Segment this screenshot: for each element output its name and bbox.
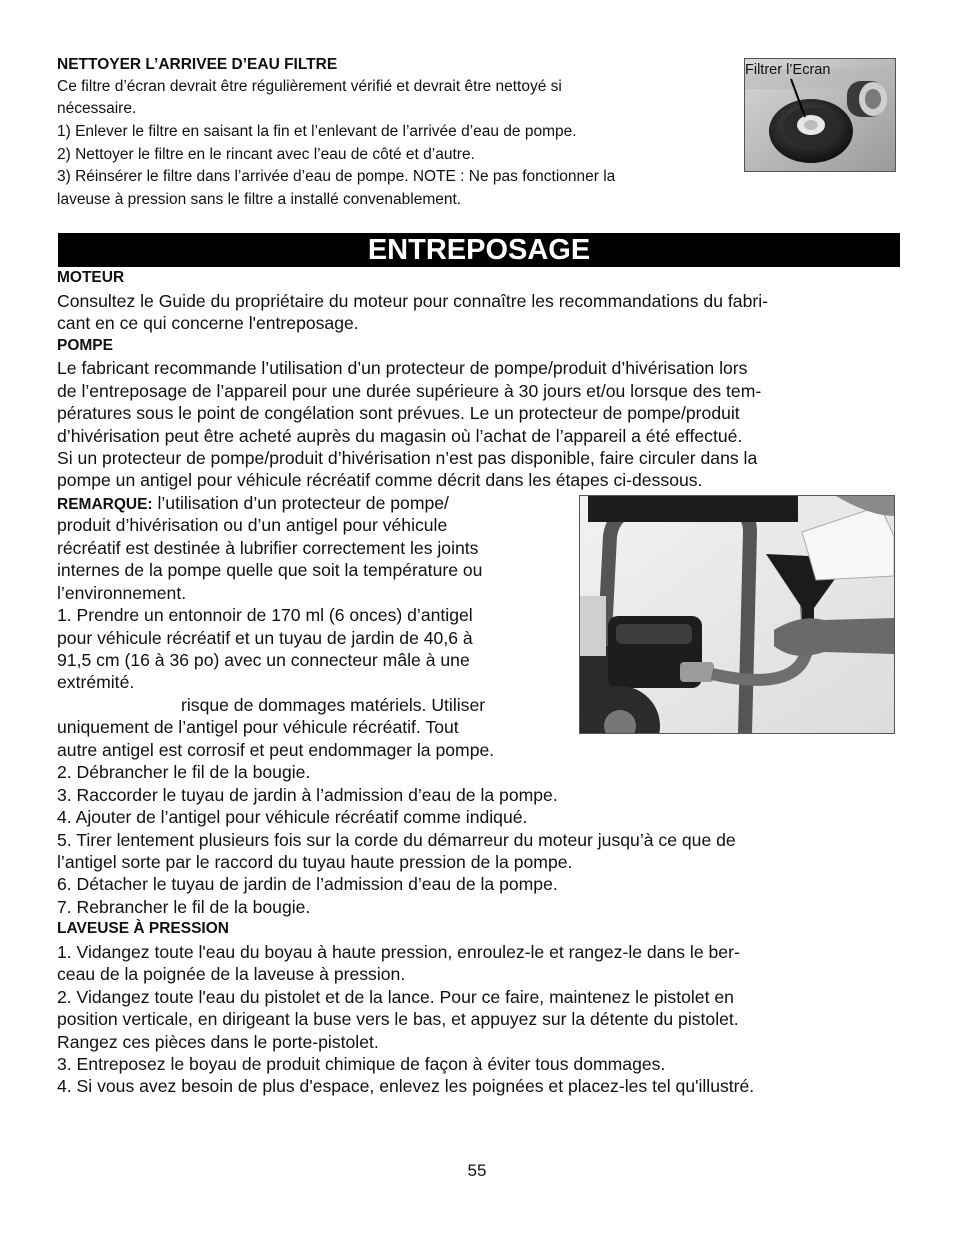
laveuse-line: Rangez ces pièces dans le porte-pistolet. [57, 1032, 379, 1052]
pompe-line: pompe un antigel pour véhicule récréatif comme décrit dans les étapes ci-dessous. [57, 470, 703, 490]
pompe-narrow-line: 1. Prendre un entonnoir de 170 ml (6 onces) d’antigel [57, 605, 473, 625]
laveuse-line: ceau de la poignée de la laveuse à pression. [57, 964, 406, 984]
page-number: 55 [467, 1161, 487, 1180]
filter-screen-label: Filtrer l’Ecran [745, 62, 831, 78]
antifreeze-funnel-photo [579, 495, 895, 734]
moteur-line: Consultez le Guide du propriétaire du moteur pour connaître les recommandations du fabri- [57, 291, 768, 311]
pompe-narrow-line: internes de la pompe quelle que soit la température ou [57, 560, 483, 580]
pompe-step-line: 3. Raccorder le tuyau de jardin à l’admission d’eau de la pompe. [57, 785, 558, 805]
laveuse-heading: LAVEUSE À PRESSION [57, 920, 229, 937]
pompe-step-line: autre antigel est corrosif et peut endommager la pompe. [57, 740, 495, 760]
pompe-narrow-line: pour véhicule récréatif et un tuyau de jardin de 40,6 à [57, 628, 473, 648]
pompe-narrow-line: produit d’hivérisation ou d’un antigel pour véhicule [57, 515, 448, 535]
moteur-line: cant en ce qui concerne l'entreposage. [57, 313, 359, 333]
filter-screen-photo [744, 58, 896, 172]
remark-text: l’utilisation d’un protecteur de pompe/ [152, 493, 449, 513]
laveuse-line: 1. Vidangez toute l'eau du boyau à haute pression, enroulez-le et rangez-le dans le ber- [57, 942, 740, 962]
laveuse-line: 3. Entreposez le boyau de produit chimique de façon à éviter tous dommages. [57, 1054, 666, 1074]
pompe-line: d’hivérisation peut être acheté auprès du magasin où l’achat de l’appareil a été effectué. [57, 426, 743, 446]
pompe-heading: POMPE [57, 337, 113, 354]
pompe-line: Si un protecteur de pompe/produit d’hivérisation n’est pas disponible, faire circuler dans la [57, 448, 758, 468]
pompe-step-line: 7. Rebrancher le fil de la bougie. [57, 897, 311, 917]
pompe-step-line: l’antigel sorte par le raccord du tuyau haute pression de la pompe. [57, 852, 573, 872]
pompe-narrow-line: uniquement de l’antigel pour véhicule récréatif. Tout [57, 717, 459, 737]
pompe-step-line: 4. Ajouter de l’antigel pour véhicule récréatif comme indiqué. [57, 807, 528, 827]
filter-line: Ce filtre d’écran devrait être régulièrement vérifié et devrait être nettoyé si [57, 78, 562, 95]
pompe-narrow-line: extrémité. [57, 672, 135, 692]
remark-line [57, 492, 449, 516]
filter-line: 3) Réinsérer le filtre dans l’arrivée d’eau de pompe. NOTE : Ne pas fonctionner la [57, 168, 616, 185]
pompe-line: Le fabricant recommande l’utilisation d’un protecteur de pompe/produit d’hivérisation lors [57, 358, 748, 378]
pompe-line: de l’entreposage de l’appareil pour une durée supérieure à 30 jours et/ou lorsque des tem- [57, 381, 762, 401]
antifreeze-funnel-illustration [580, 496, 894, 733]
pompe-narrow-line: récréatif est destinée à lubrifier correctement les joints [57, 538, 479, 558]
pompe-step-line: 2. Débrancher le fil de la bougie. [57, 762, 311, 782]
filter-line: 2) Nettoyer le filtre en le rincant avec l’eau de côté et d’autre. [57, 146, 475, 163]
pompe-narrow-line: l’environnement. [57, 583, 187, 603]
filter-line: nécessaire. [57, 100, 137, 117]
laveuse-line: position verticale, en dirigeant la buse vers le bas, et appuyez sur la détente du pistolet. [57, 1009, 739, 1029]
pompe-narrow-line: 91,5 cm (16 à 36 po) avec un connecteur mâle à une [57, 650, 470, 670]
filter-line: laveuse à pression sans le filtre a installé convenablement. [57, 191, 462, 208]
moteur-heading: MOTEUR [57, 269, 125, 286]
filter-line: 1) Enlever le filtre en saisant la fin et l’enlevant de l’arrivée d’eau de pompe. [57, 123, 577, 140]
remark-label: REMARQUE: [57, 496, 153, 513]
filter-heading: NETTOYER L’ARRIVEE D’EAU FILTRE [57, 56, 338, 73]
pompe-step-line: 6. Détacher le tuyau de jardin de l’admission d’eau de la pompe. [57, 874, 558, 894]
laveuse-line: 2. Vidangez toute l'eau du pistolet et de la lance. Pour ce faire, maintenez le pistolet en [57, 987, 734, 1007]
pompe-step-line: 5. Tirer lentement plusieurs fois sur la corde du démarreur du moteur jusqu’à ce que de [57, 830, 736, 850]
pompe-line: pératures sous le point de congélation sont prévues. Le un protecteur de pompe/produit [57, 403, 740, 423]
laveuse-line: 4. Si vous avez besoin de plus d'espace, enlevez les poignées et placez-les tel qu'illustré. [57, 1076, 755, 1096]
pompe-narrow-line: risque de dommages matériels. Utiliser [181, 695, 486, 715]
entreposage-banner: ENTREPOSAGE [58, 233, 900, 267]
